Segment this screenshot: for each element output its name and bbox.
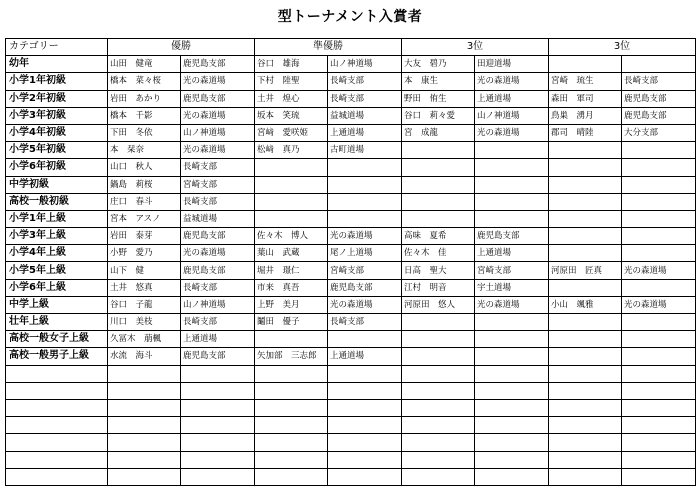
champion-name-cell [108,451,181,468]
table-row [6,159,696,176]
table-row [6,176,696,193]
third-place-2-dojo-cell [622,245,696,262]
champion-name-cell: 下田 冬依 [108,124,181,141]
runner-up-name-cell [255,159,328,176]
category-cell [6,382,108,399]
third-place-name-cell [402,399,475,416]
table-row [6,142,696,159]
header-third-place: 3位 [402,39,549,56]
category-cell [6,399,108,416]
third-place-2-dojo-cell [622,159,696,176]
champion-name-cell: 川口 美枝 [108,314,181,331]
runner-up-name-cell: 矢加部 三志郎 [255,348,328,365]
third-place-name-cell: 高味 夏希 [402,228,475,245]
runner-up-dojo-cell [328,468,402,485]
third-place-2-name-cell [549,159,622,176]
champion-dojo-cell [181,365,255,382]
third-place-dojo-cell: 宇土道場 [475,279,549,296]
runner-up-name-cell: 鬮田 優子 [255,314,328,331]
table-row [6,73,696,90]
third-place-name-cell [402,382,475,399]
table-row [6,56,696,73]
third-place-2-dojo-cell [622,468,696,485]
third-place-name-cell [402,142,475,159]
third-place-2-name-cell: 河原田 匠真 [549,262,622,279]
champion-dojo-cell: 山ノ神道場 [181,124,255,141]
champion-dojo-cell: 長崎支部 [181,159,255,176]
table-row [6,245,696,262]
runner-up-name-cell: 松﨑 真乃 [255,142,328,159]
third-place-dojo-cell [475,399,549,416]
third-place-name-cell [402,331,475,348]
category-cell [6,417,108,434]
third-place-2-name-cell [549,399,622,416]
table-row [6,365,696,382]
champion-name-cell: 山田 健竜 [108,56,181,73]
third-place-name-cell: 大友 碧乃 [402,56,475,73]
runner-up-name-cell [255,210,328,227]
header-third-place-2: 3位 [549,39,696,56]
champion-dojo-cell [181,417,255,434]
table-row [6,124,696,141]
third-place-2-name-cell [549,331,622,348]
runner-up-name-cell: 葉山 武蔵 [255,245,328,262]
runner-up-dojo-cell [328,451,402,468]
table-row [6,434,696,451]
runner-up-name-cell: 佐々木 博人 [255,228,328,245]
runner-up-name-cell: 宮﨑 愛咲姫 [255,124,328,141]
table-row [6,382,696,399]
category-cell [6,434,108,451]
third-place-2-name-cell [549,210,622,227]
category-cell: 高校一般男子上級 [6,348,108,365]
third-place-2-dojo-cell: 光の森道場 [622,262,696,279]
champion-name-cell: 岩田 泰芽 [108,228,181,245]
third-place-name-cell: 佐々木 佳 [402,245,475,262]
third-place-2-dojo-cell: 光の森道場 [622,296,696,313]
category-cell: 中学初級 [6,176,108,193]
runner-up-dojo-cell: 宮崎支部 [328,262,402,279]
third-place-dojo-cell [475,331,549,348]
third-place-2-dojo-cell [622,193,696,210]
table-row [6,90,696,107]
third-place-name-cell [402,365,475,382]
category-cell: 高校一般初級 [6,193,108,210]
third-place-name-cell: 本 康生 [402,73,475,90]
champion-name-cell: 鍋島 莉桜 [108,176,181,193]
third-place-2-dojo-cell [622,210,696,227]
third-place-2-dojo-cell [622,348,696,365]
third-place-name-cell: 日高 聖大 [402,262,475,279]
third-place-2-name-cell [549,176,622,193]
third-place-2-dojo-cell: 長崎支部 [622,73,696,90]
runner-up-dojo-cell: 古町道場 [328,142,402,159]
third-place-2-name-cell [549,434,622,451]
third-place-2-dojo-cell [622,142,696,159]
category-cell: 高校一般女子上級 [6,331,108,348]
runner-up-dojo-cell [328,434,402,451]
header-runner-up: 準優勝 [255,39,402,56]
runner-up-name-cell: 上野 美月 [255,296,328,313]
table-row [6,468,696,485]
champion-dojo-cell: 鹿児島支部 [181,56,255,73]
third-place-dojo-cell [475,314,549,331]
page-title: 型トーナメント入賞者 [277,9,423,25]
category-cell: 中学上級 [6,296,108,313]
runner-up-name-cell [255,331,328,348]
third-place-dojo-cell [475,159,549,176]
champion-name-cell [108,468,181,485]
champion-dojo-cell: 光の森道場 [181,142,255,159]
third-place-dojo-cell: 上通道場 [475,90,549,107]
champion-name-cell [108,382,181,399]
champion-dojo-cell [181,382,255,399]
runner-up-name-cell: 市来 真吾 [255,279,328,296]
category-cell: 小学1年初級 [6,73,108,90]
third-place-2-name-cell [549,348,622,365]
table-row [6,262,696,279]
third-place-dojo-cell: 田迎道場 [475,56,549,73]
third-place-name-cell [402,434,475,451]
third-place-2-name-cell [549,468,622,485]
third-place-2-dojo-cell [622,451,696,468]
runner-up-dojo-cell: 鹿児島支部 [328,279,402,296]
third-place-name-cell [402,451,475,468]
category-cell [6,451,108,468]
third-place-2-dojo-cell [622,279,696,296]
category-cell: 小学4年上級 [6,245,108,262]
category-cell: 小学2年初級 [6,90,108,107]
champion-dojo-cell [181,468,255,485]
runner-up-name-cell [255,451,328,468]
champion-dojo-cell: 上通道場 [181,331,255,348]
third-place-2-name-cell [549,314,622,331]
category-cell: 小学1年上級 [6,210,108,227]
runner-up-dojo-cell: 長崎支部 [328,73,402,90]
third-place-name-cell [402,193,475,210]
third-place-dojo-cell [475,348,549,365]
champion-dojo-cell [181,399,255,416]
category-cell: 小学6年初級 [6,159,108,176]
third-place-name-cell [402,210,475,227]
third-place-2-name-cell: 鳥巣 湧月 [549,107,622,124]
third-place-2-dojo-cell [622,176,696,193]
champion-name-cell [108,434,181,451]
champion-name-cell [108,399,181,416]
champion-name-cell: 宮本 アスノ [108,210,181,227]
champion-name-cell [108,417,181,434]
table-row [6,348,696,365]
runner-up-name-cell [255,365,328,382]
champion-name-cell: 山口 秋人 [108,159,181,176]
champion-dojo-cell: 光の森道場 [181,245,255,262]
category-cell: 小学4年初級 [6,124,108,141]
third-place-name-cell [402,417,475,434]
third-place-2-dojo-cell: 鹿児島支部 [622,107,696,124]
third-place-dojo-cell: 上通道場 [475,245,549,262]
third-place-dojo-cell [475,468,549,485]
third-place-2-dojo-cell [622,314,696,331]
table-row [6,399,696,416]
champion-dojo-cell: 長崎支部 [181,279,255,296]
runner-up-dojo-cell [328,159,402,176]
third-place-name-cell: 河原田 悠人 [402,296,475,313]
runner-up-dojo-cell: 上通道場 [328,124,402,141]
champion-dojo-cell: 鹿児島支部 [181,262,255,279]
runner-up-dojo-cell: 長崎支部 [328,90,402,107]
table-row [6,417,696,434]
third-place-2-name-cell [549,451,622,468]
runner-up-dojo-cell [328,193,402,210]
third-place-2-dojo-cell [622,228,696,245]
runner-up-name-cell [255,417,328,434]
champion-name-cell: 谷口 子龍 [108,296,181,313]
third-place-dojo-cell: 山ノ神道場 [475,107,549,124]
third-place-name-cell: 宮 成龍 [402,124,475,141]
runner-up-dojo-cell: 山ノ神道場 [328,56,402,73]
third-place-dojo-cell [475,382,549,399]
champion-dojo-cell: 長崎支部 [181,314,255,331]
header-row [6,39,696,56]
third-place-2-name-cell: 郡司 晴陸 [549,124,622,141]
runner-up-dojo-cell: 上通道場 [328,348,402,365]
table-row [6,107,696,124]
champion-name-cell: 小野 愛乃 [108,245,181,262]
third-place-2-name-cell [549,417,622,434]
champion-dojo-cell: 鹿児島支部 [181,90,255,107]
champion-name-cell [108,365,181,382]
third-place-2-dojo-cell [622,365,696,382]
runner-up-name-cell [255,193,328,210]
runner-up-dojo-cell: 尾ノ上道場 [328,245,402,262]
runner-up-name-cell: 谷口 雄海 [255,56,328,73]
third-place-2-dojo-cell [622,56,696,73]
champion-dojo-cell: 長崎支部 [181,193,255,210]
runner-up-name-cell [255,434,328,451]
third-place-name-cell [402,176,475,193]
runner-up-name-cell: 坂本 笑琉 [255,107,328,124]
category-cell: 幼年 [6,56,108,73]
runner-up-dojo-cell [328,210,402,227]
category-cell: 小学3年初級 [6,107,108,124]
runner-up-name-cell: 下村 陸聖 [255,73,328,90]
runner-up-name-cell [255,176,328,193]
third-place-dojo-cell [475,434,549,451]
runner-up-name-cell [255,399,328,416]
category-cell [6,365,108,382]
third-place-2-dojo-cell [622,331,696,348]
champion-dojo-cell: 山ノ神道場 [181,296,255,313]
third-place-2-dojo-cell [622,399,696,416]
third-place-name-cell [402,468,475,485]
champion-dojo-cell: 益城道場 [181,210,255,227]
runner-up-dojo-cell [328,176,402,193]
table-row [6,210,696,227]
third-place-dojo-cell: 光の森道場 [475,73,549,90]
champion-dojo-cell: 光の森道場 [181,107,255,124]
third-place-2-name-cell: 小山 颯雅 [549,296,622,313]
champion-dojo-cell [181,434,255,451]
category-cell: 壮年上級 [6,314,108,331]
third-place-name-cell [402,348,475,365]
champion-name-cell: 岩田 あかり [108,90,181,107]
champion-dojo-cell: 光の森道場 [181,73,255,90]
third-place-dojo-cell: 光の森道場 [475,296,549,313]
champion-name-cell: 土井 悠真 [108,279,181,296]
category-cell: 小学5年上級 [6,262,108,279]
table-row [6,331,696,348]
third-place-2-dojo-cell [622,417,696,434]
champion-dojo-cell: 鹿児島支部 [181,348,255,365]
runner-up-dojo-cell: 光の森道場 [328,296,402,313]
champion-name-cell: 庄口 春斗 [108,193,181,210]
third-place-2-dojo-cell: 鹿児島支部 [622,90,696,107]
third-place-2-name-cell [549,193,622,210]
third-place-dojo-cell [475,365,549,382]
runner-up-name-cell: 堀井 璟仁 [255,262,328,279]
runner-up-name-cell [255,382,328,399]
category-cell: 小学5年初級 [6,142,108,159]
third-place-dojo-cell [475,142,549,159]
category-cell [6,468,108,485]
header-category: カテゴリー [6,39,108,56]
third-place-2-name-cell: 森田 軍司 [549,90,622,107]
champion-dojo-cell: 鹿児島支部 [181,228,255,245]
third-place-2-name-cell [549,56,622,73]
third-place-name-cell: 谷口 莉々愛 [402,107,475,124]
third-place-dojo-cell: 鹿児島支部 [475,228,549,245]
table-row [6,228,696,245]
third-place-2-name-cell [549,142,622,159]
third-place-2-dojo-cell [622,382,696,399]
table-row [6,314,696,331]
third-place-2-name-cell [549,245,622,262]
runner-up-dojo-cell: 光の森道場 [328,228,402,245]
champion-name-cell: 水流 海斗 [108,348,181,365]
champion-name-cell: 久冨木 萠楓 [108,331,181,348]
third-place-dojo-cell [475,210,549,227]
runner-up-dojo-cell: 長崎支部 [328,314,402,331]
third-place-2-dojo-cell: 大分支部 [622,124,696,141]
third-place-2-name-cell [549,279,622,296]
table-row [6,296,696,313]
runner-up-name-cell [255,468,328,485]
champion-name-cell: 山下 健 [108,262,181,279]
third-place-dojo-cell: 光の森道場 [475,124,549,141]
runner-up-dojo-cell [328,331,402,348]
champion-dojo-cell: 宮崎支部 [181,176,255,193]
champion-name-cell: 橋本 千影 [108,107,181,124]
runner-up-name-cell: 土井 煌心 [255,90,328,107]
third-place-name-cell: 野田 侑生 [402,90,475,107]
third-place-dojo-cell [475,417,549,434]
results-table [5,38,696,486]
runner-up-dojo-cell [328,399,402,416]
table-row [6,279,696,296]
third-place-2-name-cell: 宮崎 琉生 [549,73,622,90]
runner-up-dojo-cell [328,417,402,434]
third-place-name-cell: 江村 明音 [402,279,475,296]
header-champion: 優勝 [108,39,255,56]
third-place-dojo-cell [475,193,549,210]
runner-up-dojo-cell: 益城道場 [328,107,402,124]
champion-name-cell: 本 栞奈 [108,142,181,159]
third-place-dojo-cell [475,451,549,468]
runner-up-dojo-cell [328,365,402,382]
table-row [6,193,696,210]
third-place-dojo-cell: 宮崎支部 [475,262,549,279]
third-place-2-name-cell [549,228,622,245]
third-place-name-cell [402,159,475,176]
category-cell: 小学3年上級 [6,228,108,245]
third-place-2-name-cell [549,382,622,399]
third-place-2-dojo-cell [622,434,696,451]
third-place-name-cell [402,314,475,331]
third-place-2-name-cell [549,365,622,382]
category-cell: 小学6年上級 [6,279,108,296]
runner-up-dojo-cell [328,382,402,399]
table-row [6,451,696,468]
third-place-dojo-cell [475,176,549,193]
champion-name-cell: 橋本 菜々桜 [108,73,181,90]
champion-dojo-cell [181,451,255,468]
